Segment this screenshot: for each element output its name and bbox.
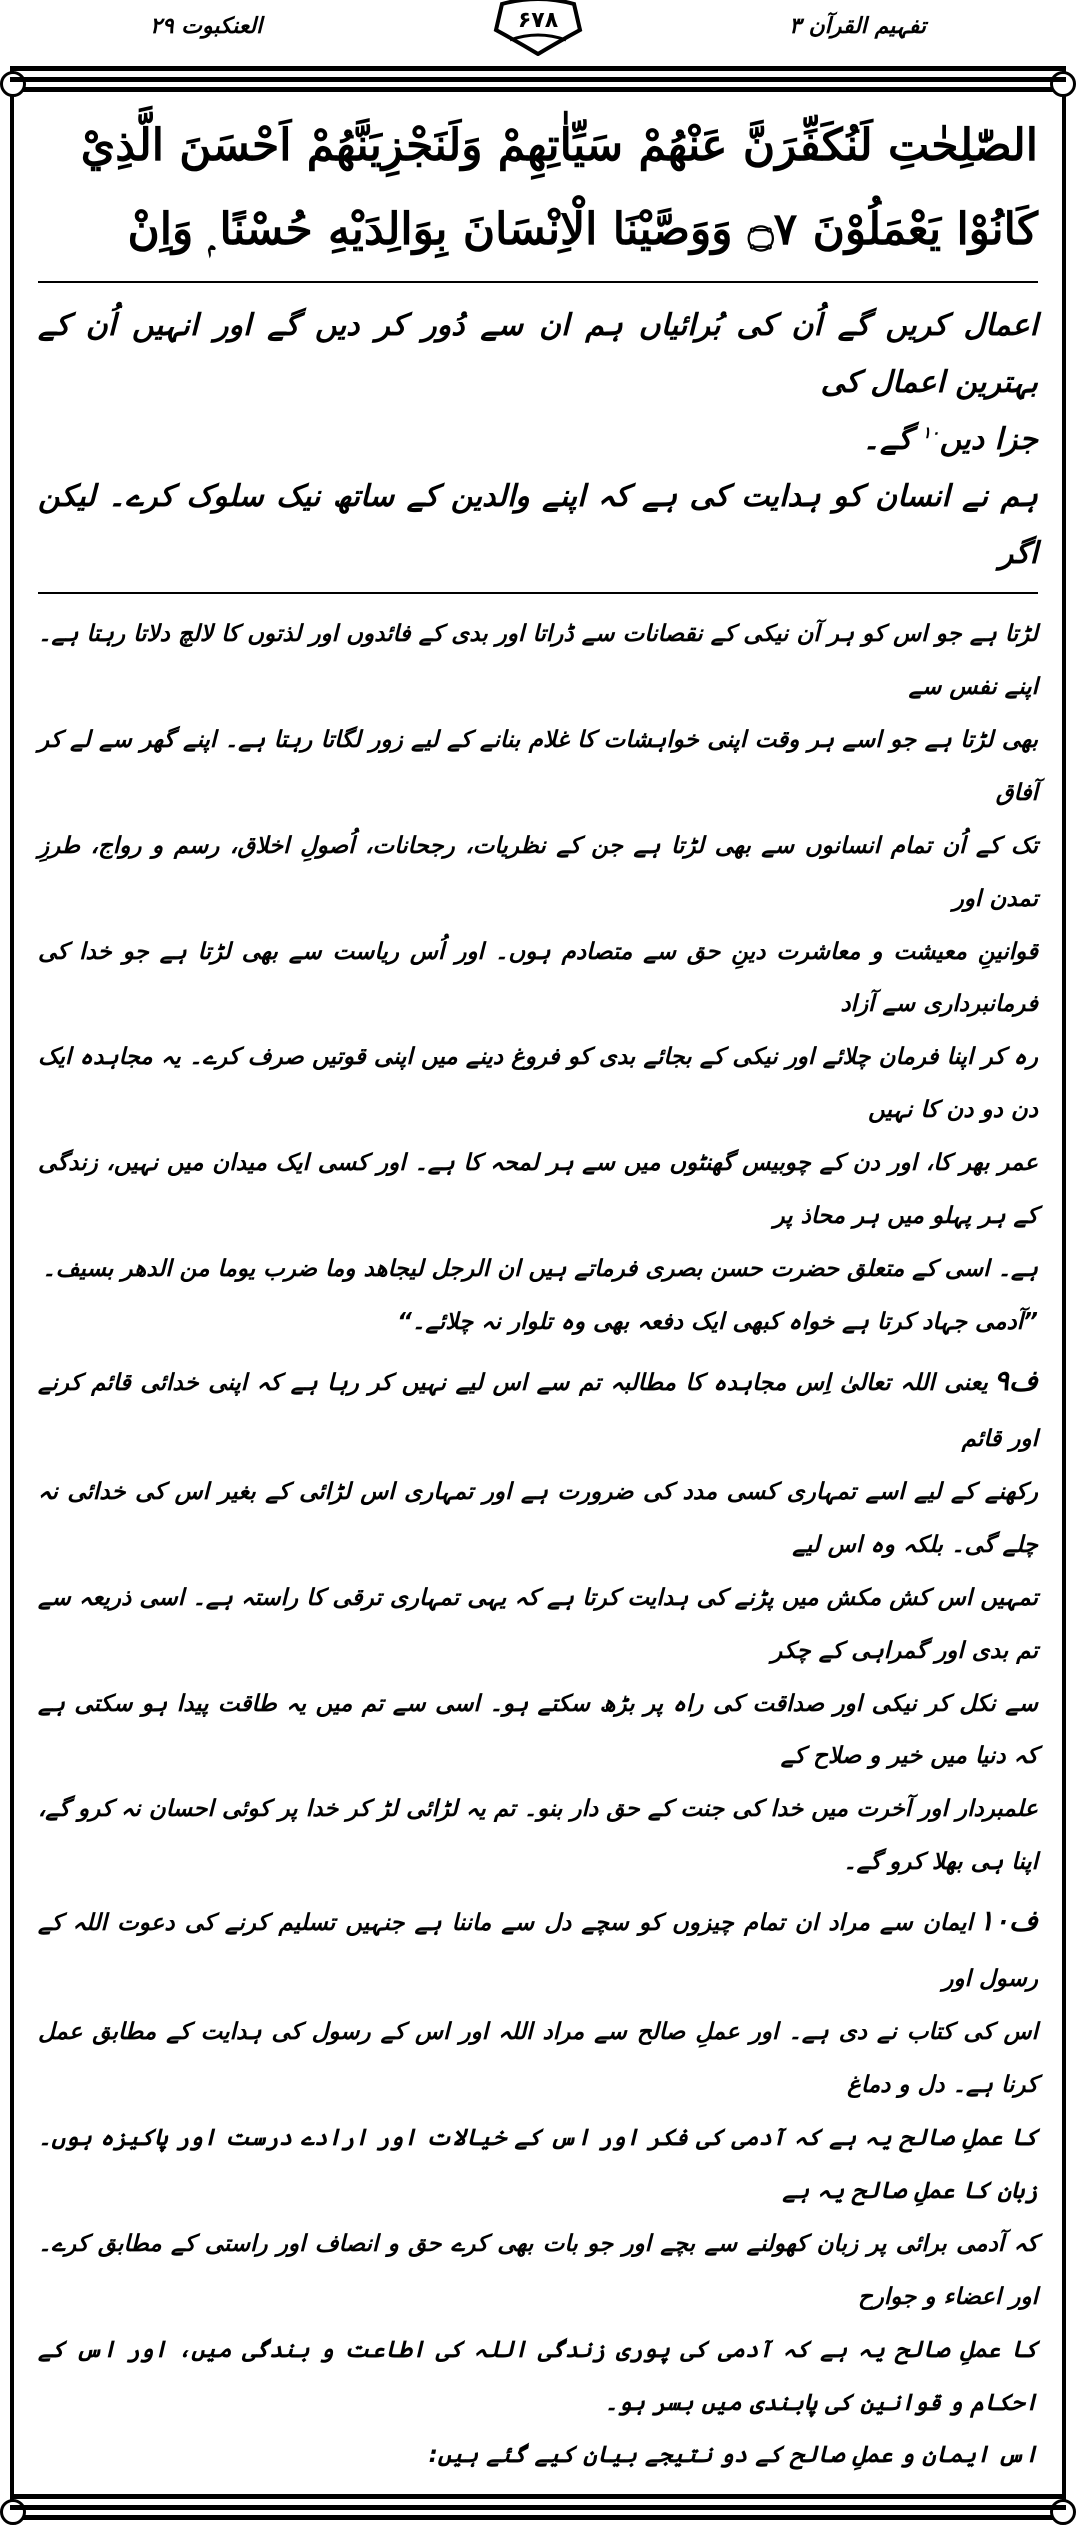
divider [38, 281, 1038, 283]
commentary-text: یعنی اللہ تعالیٰ اِس مجاہدہ کا مطالبہ تم سے اس لیے نہیں کر رہا ہے کہ اپنی خدائی قائم کرنے اور قائم [38, 1369, 1038, 1453]
commentary-line [38, 1137, 1038, 1243]
commentary-text: سے نکل کر نیکی اور صداقت کی راہ پر بڑھ سکتے ہو۔ اسی سے تم میں یہ طاقت پیدا ہو سکتی ہے کہ دنیا میں خیر و صلاح کے [38, 1690, 1038, 1770]
commentary-line [38, 2112, 1038, 2218]
commentary-line [38, 1783, 1038, 1889]
commentary-text: رہ کر اپنا فرمان چلائے اور نیکی کے بجائے بدی کو فروغ دینے میں اپنی قوتیں صرف کرے۔ یہ مجاہدہ ایک دن دو دن کا نہیں [38, 1044, 1038, 1124]
commentary-text: تک کے اُن تمام انسانوں سے بھی لڑتا ہے جن کے نظریات، رجحانات، اُصولِ اخلاق، رسم و رواج، طرزِ تمدن اور [38, 832, 1038, 912]
commentary-text: ”آدمی جہاد کرتا ہے خواہ کبھی ایک دفعہ بھی وہ تلوار نہ چلائے۔“ [397, 1308, 1038, 1335]
page-number-emblem [488, 0, 588, 56]
translation-text: گے۔ [862, 422, 912, 458]
commentary-line [38, 2006, 1038, 2112]
commentary-text: قوانینِ معیشت و معاشرت دینِ حق سے متصادم ہوں۔ اور اُس ریاست سے بھی لڑتا ہے جو خدا کی فرمانبرداری سے آزاد [38, 938, 1038, 1018]
corner-ornament-icon [0, 2499, 26, 2525]
corner-ornament-icon [1050, 2499, 1076, 2525]
corner-ornament-icon [1050, 71, 1076, 97]
commentary-text: اس کی کتاب نے دی ہے۔ اور عملِ صالح سے مراد اللہ اور اس کے رسول کی ہدایت کے مطابق عمل کرنا ہے۔ دل و دماغ [38, 2019, 1038, 2099]
commentary-line [38, 1889, 1038, 2006]
commentary-line [38, 926, 1038, 1032]
footnote-ref[interactable]: ۱۰ [922, 423, 940, 443]
commentary-text: ایمان سے مراد ان تمام چیزوں کو سچے دل سے ماننا ہے جنہیں تسلیم کرنے کی دعوت اللہ کے رسول اور [38, 1910, 1038, 1993]
commentary-line [38, 1031, 1038, 1137]
commentary [38, 608, 1038, 2482]
commentary-text: کا عملِ صالح یہ ہے کہ آدمی کی فکر اور اس کے خیالات اور ارادے درست اور پاکیزہ ہوں۔ زبان کا عملِ صالح یہ ہے [38, 2125, 1038, 2205]
commentary-line [38, 1572, 1038, 1678]
commentary-line [38, 608, 1038, 714]
commentary-text: عمر بھر کا، اور دن کے چوبیس گھنٹوں میں سے ہر لمحہ کا ہے۔ اور کسی ایک میدان میں نہیں، زندگی کے ہر پہلو میں ہر محاذ پر [38, 1150, 1038, 1229]
corner-ornament-icon [0, 71, 26, 97]
page-content [24, 92, 1052, 2494]
footnote-marker: ف۹ [993, 1363, 1038, 1397]
page-number: ۶۷۸ [517, 8, 559, 33]
translation-line: ہم نے انسان کو ہدایت کی ہے کہ اپنے والدین کے ساتھ نیک سلوک کرے۔ لیکن اگر [38, 479, 1038, 572]
surah-title: العنکبوت ۲۹ [150, 14, 263, 39]
commentary-line [38, 820, 1038, 926]
commentary-line [38, 2218, 1038, 2324]
commentary-text: اس ایمان و عملِ صالح کے دو نتیجے بیان کیے گئے ہیں: [428, 2442, 1038, 2469]
translation-text: جزا دیں [939, 422, 1038, 458]
divider [38, 592, 1038, 594]
commentary-text: علمبردار اور آخرت میں خدا کی جنت کے حق دار بنو۔ تم یہ لڑائی لڑ کر خدا پر کوئی احسان نہ کرو گے، اپنا ہی بھلا کرو گے۔ [38, 1796, 1038, 1876]
commentary-text: بھی لڑتا ہے جو اسے ہر وقت اپنی خواہشات کا غلام بنانے کے لیے زور لگاتا رہتا ہے۔ اپنے گھر سے لے کر آفاق [38, 726, 1038, 806]
commentary-line [38, 2429, 1038, 2482]
page-header [0, 0, 1076, 62]
quran-verse-text [38, 104, 1038, 271]
commentary-text: ہے۔ اسی کے متعلق حضرت حسن بصری فرماتے ہیں ان الرجل لیجاھد وما ضرب یوما من الدھر بسیف۔ [42, 1255, 1038, 1282]
frame-bottom-border [10, 2494, 1066, 2520]
page-frame [10, 66, 1066, 2520]
commentary-line [38, 1678, 1038, 1784]
frame-top-border [10, 66, 1066, 92]
footnote-marker: ف۱۰ [978, 1904, 1038, 1938]
commentary-line [38, 1466, 1038, 1572]
translation-line [38, 411, 1038, 468]
commentary-text: کہ آدمی برائی پر زبان کھولنے سے بچے اور جو بات بھی کرے حق و انصاف اور راستی کے مطابق کرے۔ اور اعضاء و جوارح [38, 2230, 1038, 2310]
commentary-text: تمہیں اس کش مکش میں پڑنے کی ہدایت کرتا ہے کہ یہی تمہاری ترقی کا راستہ ہے۔ اسی ذریعہ سے تم بدی اور گمراہی کے چکر [38, 1584, 1038, 1664]
commentary-line [38, 1243, 1038, 1296]
commentary-line [38, 1349, 1038, 1466]
translation [38, 297, 1038, 582]
translation-line: اعمال کریں گے اُن کی بُرائیاں ہم ان سے دُور کر دیں گے اور انہیں اُن کے بہترین اعمال کی [38, 308, 1038, 401]
commentary-line [38, 1296, 1038, 1349]
book-title: تفہیم القرآن ۳ [789, 14, 926, 39]
commentary-text: لڑتا ہے جو اس کو ہر آن نیکی کے نقصانات سے ڈراتا اور بدی کے فائدوں اور لذتوں کا لالچ دلاتا رہتا ہے۔ اپنے نفس سے [38, 621, 1038, 701]
verse-line: الصّٰلِحٰتِ لَنُكَفِّرَنَّ عَنْهُمْ سَيِّاٰتِهِمْ وَلَنَجْزِيَنَّهُمْ اَحْسَنَ الَّذِيْ [80, 120, 1038, 171]
commentary-line [38, 714, 1038, 820]
commentary-line [38, 2324, 1038, 2430]
commentary-text: کا عملِ صالح یہ ہے کہ آدمی کی پوری زندگی اللہ کی اطاعت و بندگی میں، اور اس کے احکام و قوانین کی پابندی میں بسر ہو۔ [38, 2336, 1038, 2416]
commentary-text: رکھنے کے لیے اسے تمہاری کسی مدد کی ضرورت ہے اور تمہاری اس لڑائی کے بغیر اس کی خدائی نہ چلے گی۔ بلکہ وہ اس لیے [38, 1478, 1038, 1558]
verse-line: كَانُوْا يَعْمَلُوْنَ ۝٧ وَوَصَّيْنَا الْاِنْسَانَ بِوَالِدَيْهِ حُسْنًا ۭ وَاِنْ [127, 203, 1038, 255]
